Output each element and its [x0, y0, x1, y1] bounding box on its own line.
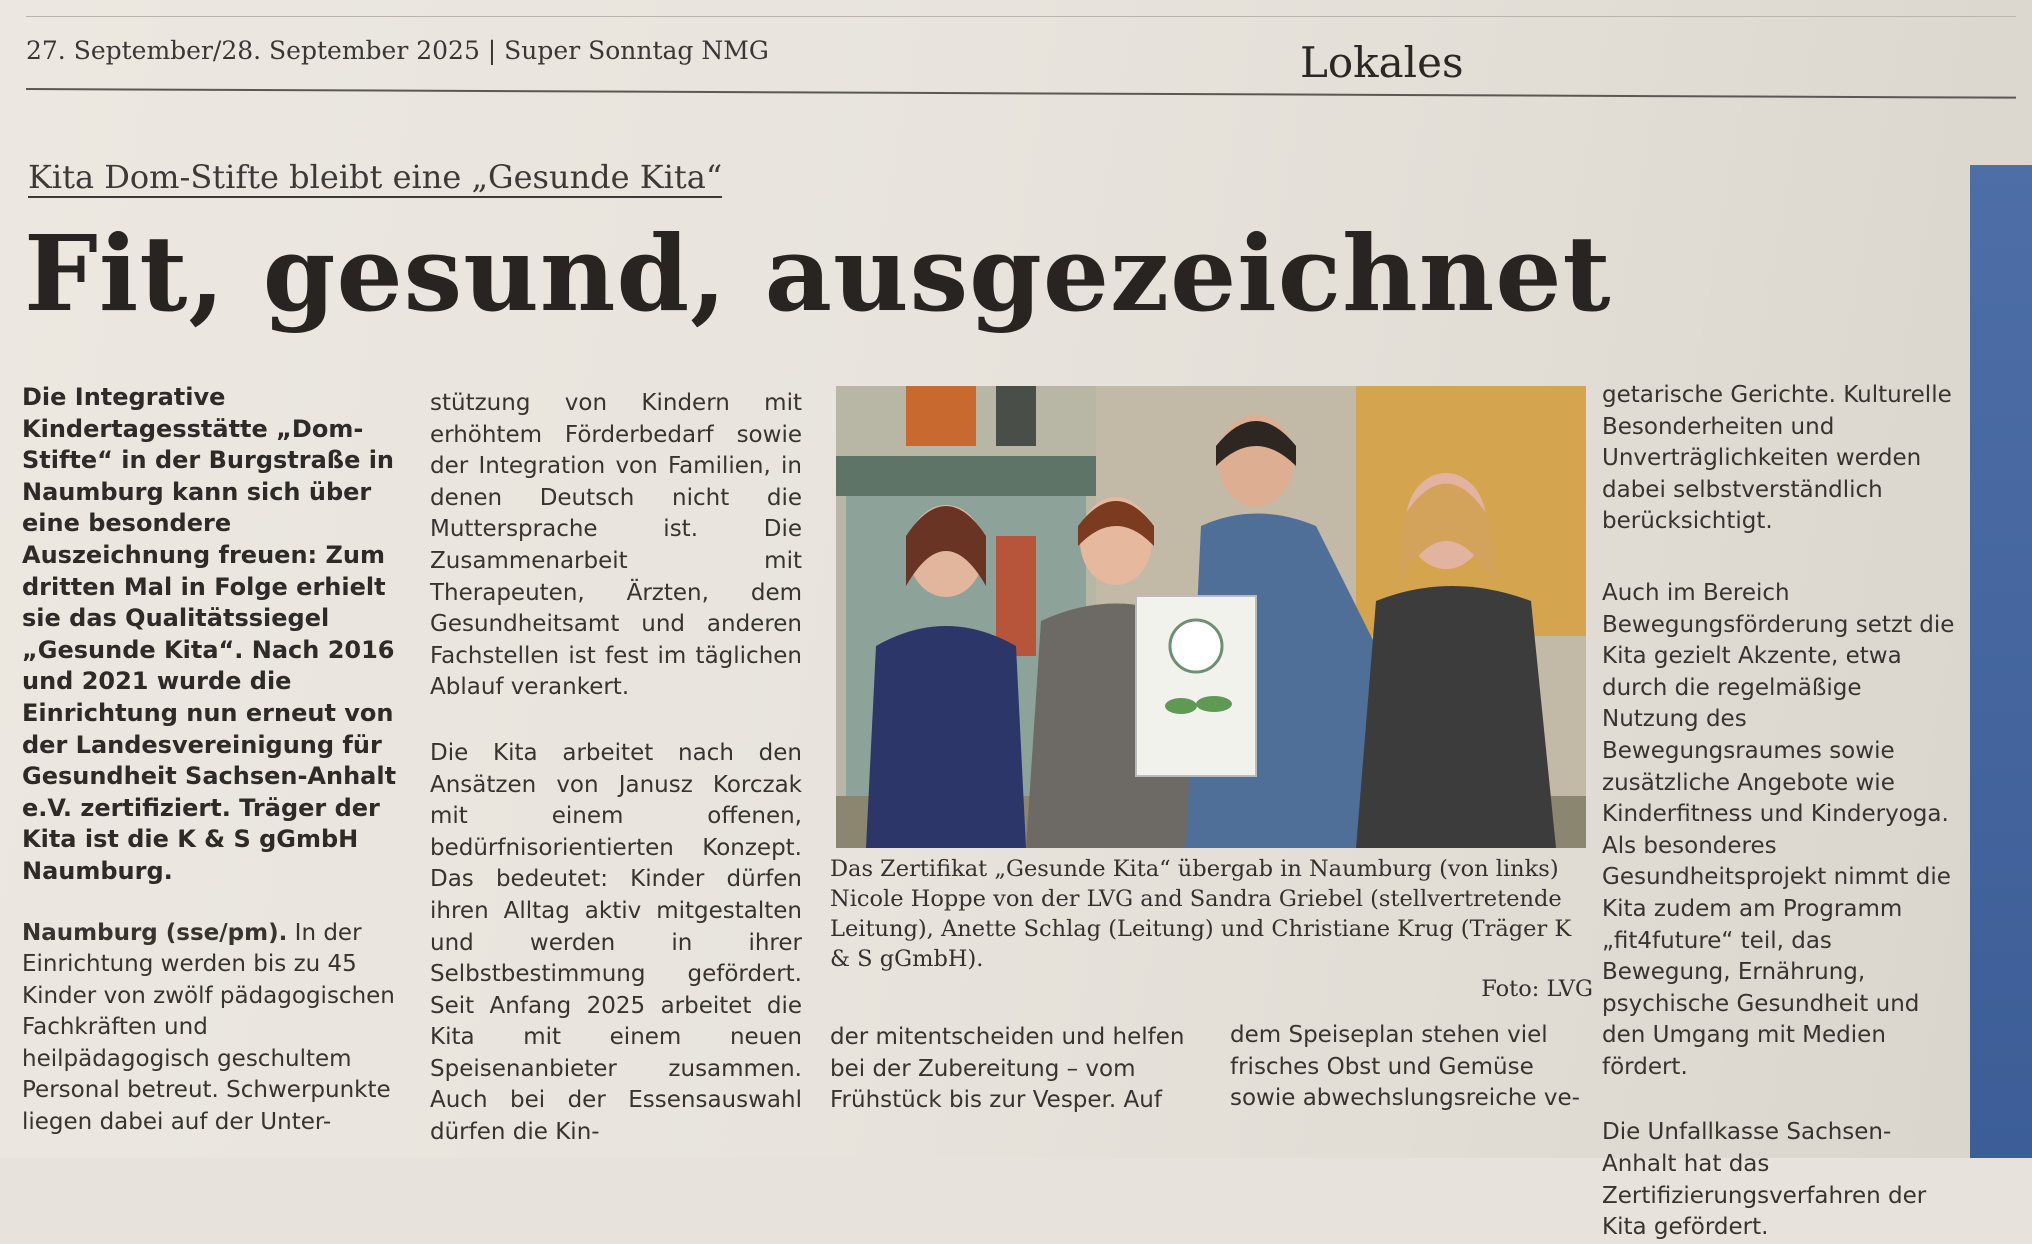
column-4: [1230, 1020, 1600, 1115]
column-5-paragraph-1: getarische Gerichte. Kulturelle Besonderheiten und Unverträglichkeiten werden dabei selbstverständlich berücksichtigt.: [1602, 382, 1952, 535]
article-headline: Fit, gesund, ausgezeichnet: [24, 212, 1612, 335]
top-edge-rule: [26, 16, 2016, 17]
column-4-text: dem Speiseplan stehen viel frisches Obst und Gemüse sowie abwechslungsreiche ve-: [1230, 1022, 1580, 1112]
photo-credit: Foto: LVG: [1481, 976, 1593, 1002]
article-lead: Die Integrative Kindertagesstätte „Dom-Stifte“ in der Burgstraße in Naumburg kann sich über eine besondere Auszeichnung freuen: Zum dritten Mal in Folge erhielt sie das Qualitätssiegel „Gesunde Kita“. Nach 2016 und 2021 wurde die Einrichtung nun erneut von der Landesvereinigung für Gesundheit Sachsen-Anhalt e.V. zertifiziert. Träger der Kita ist die K & S gGmbH Naumburg.: [22, 383, 397, 885]
caption-text: Das Zertifikat „Gesunde Kita“ übergab in Naumburg (von links) Nicole Hoppe von der LVG and Sandra Griebel (stellvertretende Leitung), Anette Schlag (Leitung) und Christiane Krug (Träger K & S gGmbH).: [830, 856, 1572, 972]
article-photo: [836, 386, 1586, 848]
photo-caption: [830, 854, 1595, 1004]
column-2-paragraph-2: Die Kita arbeitet nach den Ansätzen von Janusz Korczak mit einem offenen, bedürfnisorientierten Konzept. Das bedeutet: Kinder dürfen ihren Alltag aktiv mitgestalten und werden in ihrer Selbstbestimmung gefördert. Seit Anfang 2025 arbeitet die Kita mit einem neuen Speisenanbieter zusammen. Auch bei der Essensauswahl dürfen die Kin-: [430, 739, 802, 1146]
photo-illustration: [836, 386, 1586, 848]
column-2: [430, 388, 802, 1149]
column-1: [22, 382, 400, 1139]
column-3: [830, 1022, 1200, 1117]
neighbor-page-band: [1970, 165, 2032, 1158]
article-dateline: Naumburg (sse/pm).: [22, 919, 288, 946]
column-5-paragraph-2: Auch im Bereich Bewegungsförderung setzt die Kita gezielt Akzente, etwa durch die regelmäßige Nutzung des Bewegungsraumes sowie zusätzliche Angebote wie Kinderfitness und Kinderyoga. Als besonderes Gesundheitsprojekt nimmt die Kita zudem am Programm „fit4future“ teil, das Bewegung, Ernährung, psychische Gesundheit und den Umgang mit Medien fördert.: [1602, 579, 1955, 1080]
column-2-paragraph-1: stützung von Kindern mit erhöhtem Förderbedarf sowie der Integration von Familien, in denen Deutsch nicht die Muttersprache ist. Die Zusammenarbeit mit Therapeuten, Ärzten, dem Gesundheitsamt und anderen Fachstellen ist fest im täglichen Ablauf verankert.: [430, 390, 802, 701]
column-5: [1602, 380, 1964, 1244]
column-1-text: In der Einrichtung werden bis zu 45 Kinder von zwölf pädagogischen Fachkräften und heilpädagogisch geschultem Personal betreut. Schwerpunkte liegen dabei auf der Unter-: [22, 919, 395, 1136]
column-3-text: der mitentscheiden und helfen bei der Zubereitung – vom Frühstück bis zur Vesper. Auf: [830, 1024, 1185, 1114]
issue-date-line: 27. September/28. September 2025 | Super Sonntag NMG: [26, 36, 769, 65]
article-kicker: Kita Dom-Stifte bleibt eine „Gesunde Kita“: [28, 158, 723, 196]
column-5-paragraph-3: Die Unfallkasse Sachsen-Anhalt hat das Zertifizierungsverfahren der Kita gefördert.: [1602, 1119, 1927, 1241]
column-1-body: [22, 918, 400, 1139]
section-title: Lokales: [1300, 38, 1464, 87]
